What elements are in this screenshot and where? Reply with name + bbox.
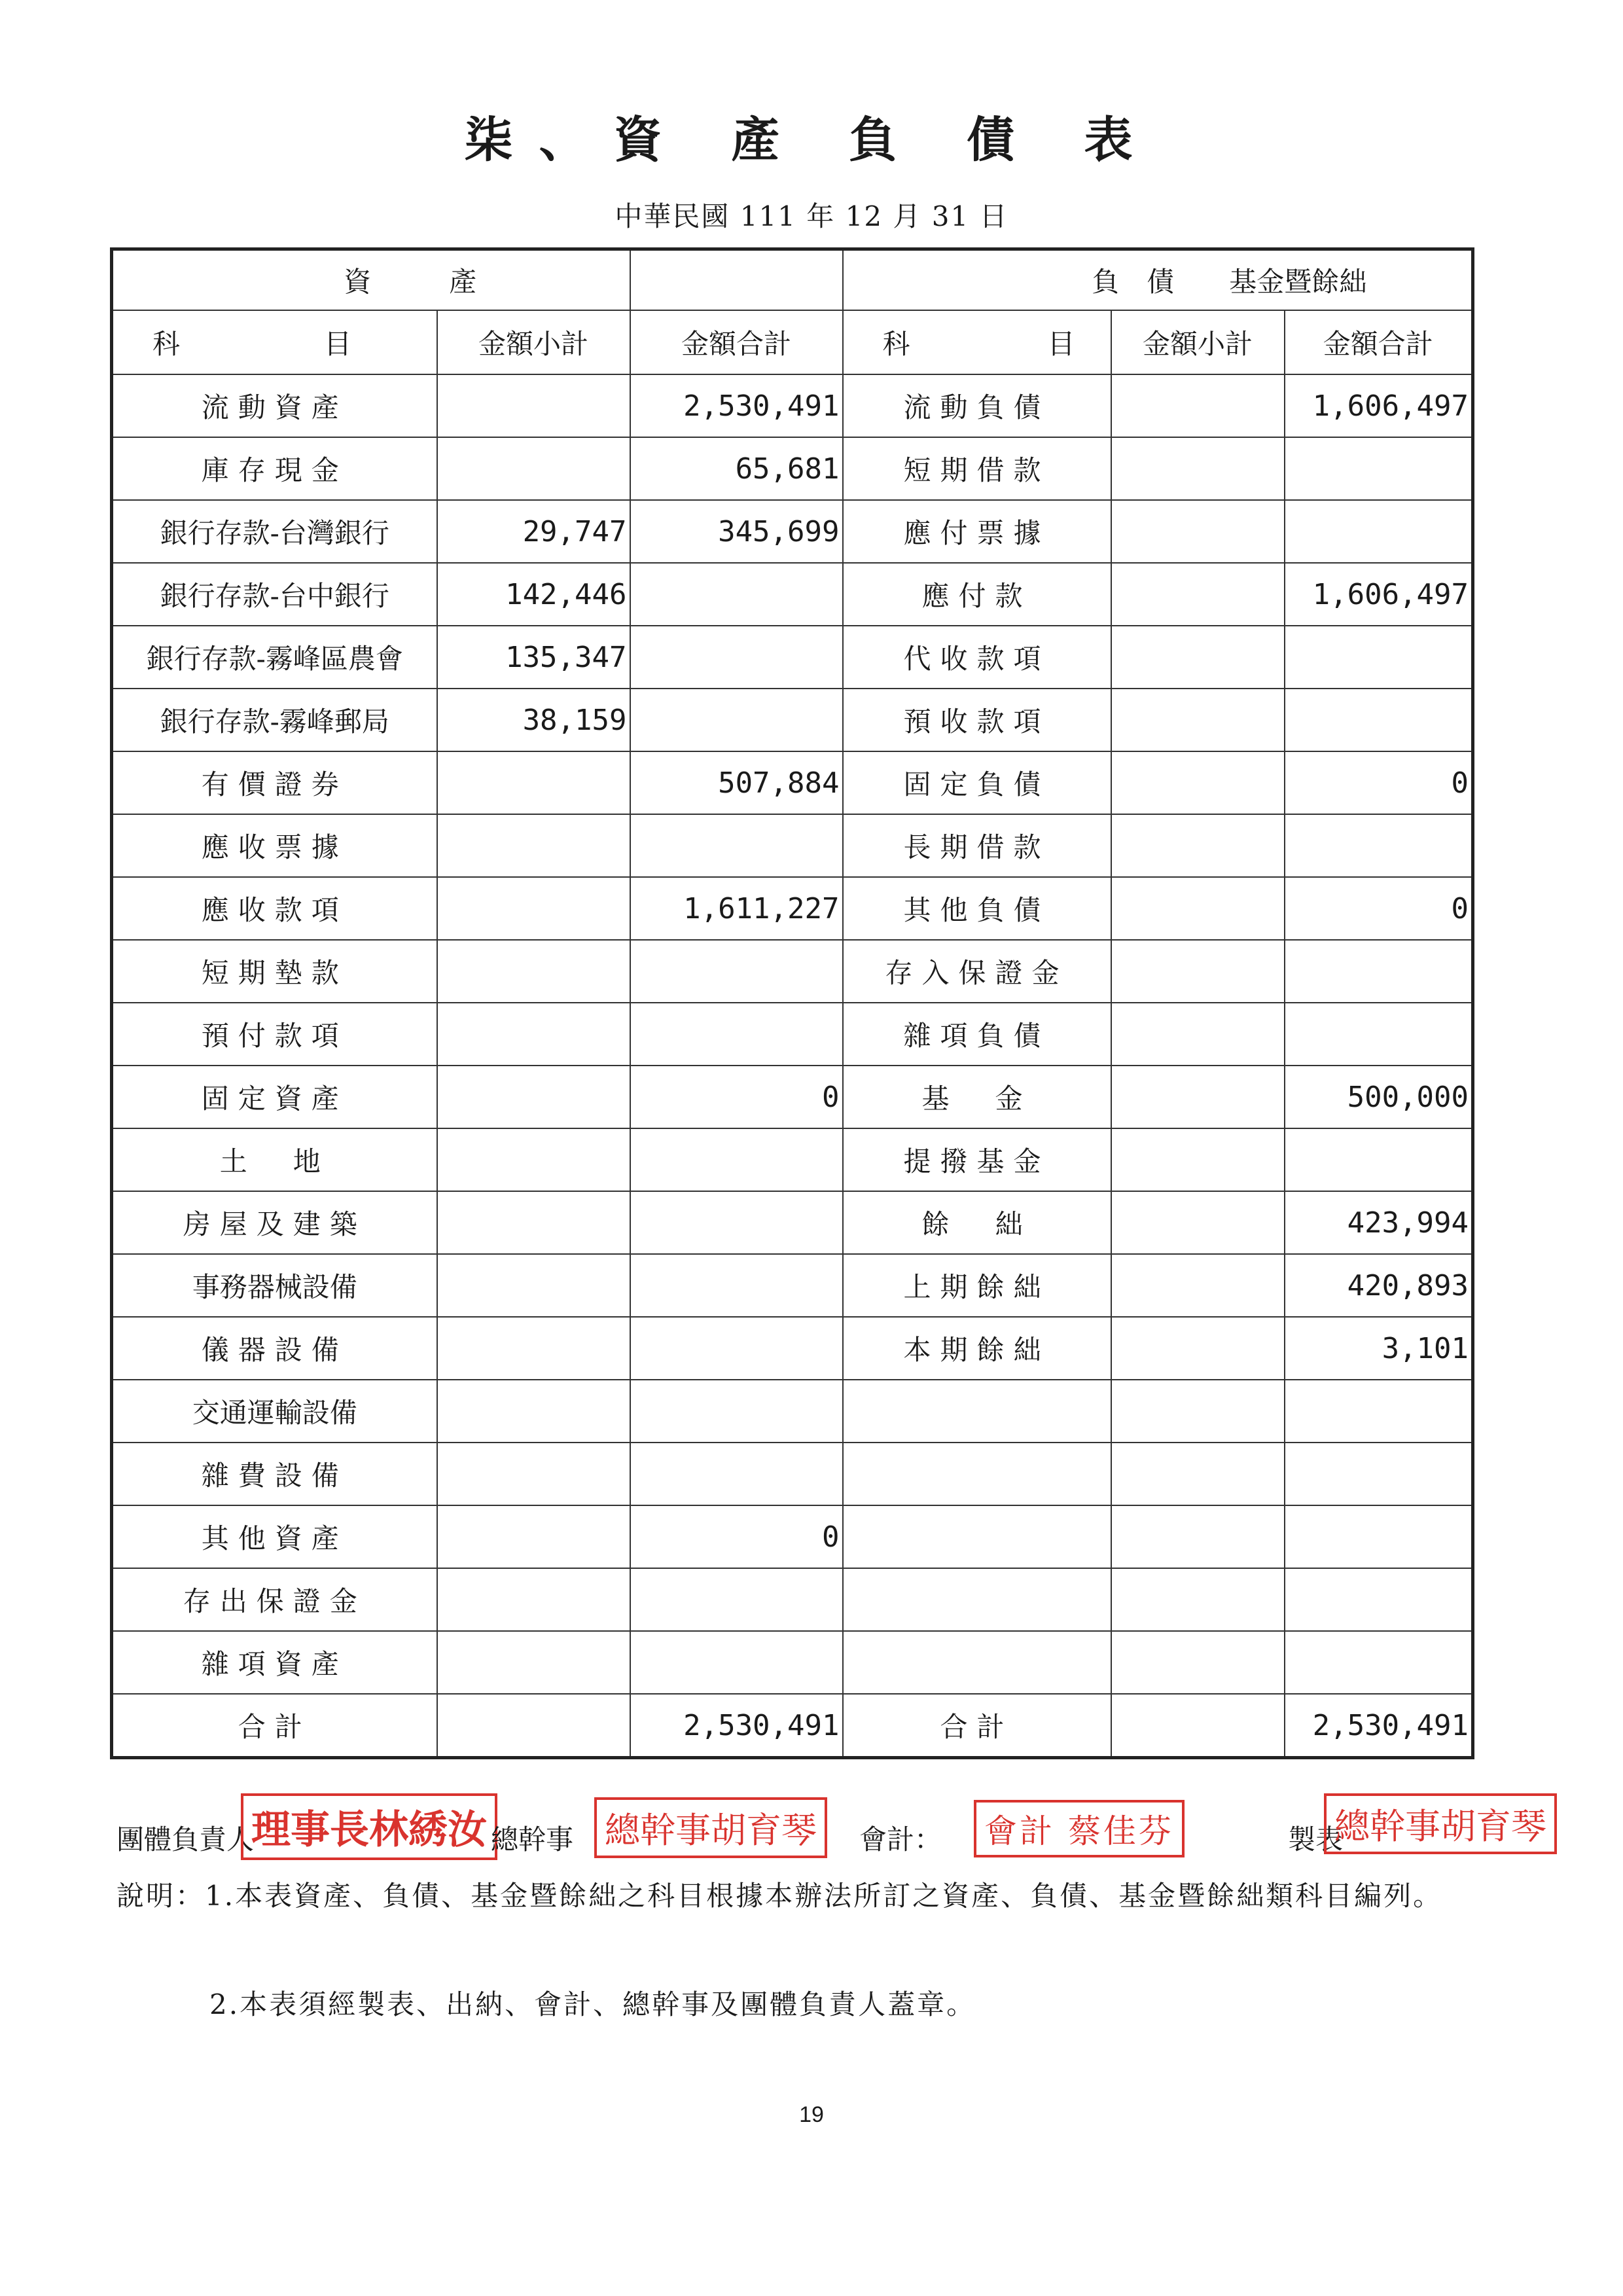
- asset-subtotal-cell: [437, 1066, 630, 1128]
- explanation-note-1: 說明：1.本表資產、負債、基金暨餘絀之科目根據本辦法所訂之資產、負債、基金暨餘絀類科目編列。: [116, 1880, 1443, 1912]
- header-row-columns: [112, 310, 1473, 374]
- explanation-note-2: 2.本表須經製表、出納、會計、總幹事及團體負責人蓋章。: [209, 1988, 976, 2020]
- liability-subject-cell: 應付款: [843, 563, 1111, 626]
- table-row: [112, 1003, 1473, 1066]
- asset-subtotal-cell: [437, 1505, 630, 1568]
- table-row: [112, 1317, 1473, 1380]
- liability-subtotal-cell: [1111, 1443, 1285, 1505]
- header-row-sections: [112, 249, 1473, 311]
- table-row: [112, 1631, 1473, 1694]
- asset-total-cell: [630, 1631, 843, 1694]
- asset-subtotal-cell: [437, 814, 630, 877]
- asset-total-cell: [630, 814, 843, 877]
- liability-subject-cell: 本期餘絀: [843, 1317, 1111, 1380]
- liability-subject-cell: 應付票據: [843, 500, 1111, 563]
- liability-subject-cell: 其他負債: [843, 877, 1111, 940]
- liability-subtotal-cell: [1111, 1317, 1285, 1380]
- asset-total-cell: 2,530,491: [630, 1694, 843, 1758]
- liabilities-section-header: 負 債 基金暨餘絀: [843, 249, 1473, 311]
- liability-subtotal-cell: [1111, 1505, 1285, 1568]
- asset-subject-cell: 交通運輸設備: [112, 1380, 437, 1443]
- asset-subject-cell: 預付款項: [112, 1003, 437, 1066]
- liability-total-cell: 0: [1285, 751, 1473, 814]
- liability-subject-cell: 提撥基金: [843, 1128, 1111, 1191]
- table-row: [112, 1066, 1473, 1128]
- asset-total-cell: [630, 1128, 843, 1191]
- liability-total-cell: [1285, 940, 1473, 1003]
- table-row: [112, 814, 1473, 877]
- balance-sheet-table: [110, 247, 1474, 1759]
- liability-subject-cell: [843, 1568, 1111, 1631]
- asset-total-cell: [630, 1254, 843, 1317]
- liability-total-cell: [1285, 1568, 1473, 1631]
- liability-total-cell: 500,000: [1285, 1066, 1473, 1128]
- liability-subtotal-cell: [1111, 814, 1285, 877]
- table-row: [112, 374, 1473, 437]
- asset-total-cell: [630, 626, 843, 689]
- asset-subject-cell: 銀行存款-霧峰區農會: [112, 626, 437, 689]
- leader-label: 團體負責人: [116, 1823, 255, 1856]
- table-row: [112, 877, 1473, 940]
- liability-subtotal-cell: [1111, 1380, 1285, 1443]
- asset-subtotal-cell: [437, 940, 630, 1003]
- table-row: [112, 1191, 1473, 1254]
- liability-subtotal-cell: [1111, 626, 1285, 689]
- assets-header-char-1: 資: [344, 266, 372, 298]
- subject-header-b: 目: [1047, 328, 1075, 360]
- liability-subtotal-cell: [1111, 437, 1285, 500]
- liability-subtotal-header: 金額小計: [1111, 310, 1285, 374]
- liability-subtotal-cell: [1111, 1631, 1285, 1694]
- asset-total-cell: [630, 1568, 843, 1631]
- leader-stamp: 理事長林綉汝: [241, 1793, 497, 1860]
- liability-subtotal-cell: [1111, 563, 1285, 626]
- asset-subject-cell: 應收款項: [112, 877, 437, 940]
- liability-subject-cell: 餘 絀: [843, 1191, 1111, 1254]
- signature-row: [116, 1793, 1546, 1865]
- table-row: [112, 437, 1473, 500]
- asset-subtotal-cell: 29,747: [437, 500, 630, 563]
- liability-total-cell: [1285, 1128, 1473, 1191]
- maker-stamp: 總幹事胡育琴: [1324, 1793, 1557, 1854]
- liability-subject-cell: [843, 1631, 1111, 1694]
- asset-total-cell: [630, 1191, 843, 1254]
- page-title: 柒、資 產 負 債 表: [464, 112, 1159, 168]
- assets-header-char-2: 產: [449, 266, 477, 298]
- liability-total-cell: [1285, 689, 1473, 751]
- asset-total-cell: 0: [630, 1066, 843, 1128]
- table-row: [112, 689, 1473, 751]
- asset-total-cell: 0: [630, 1505, 843, 1568]
- table-row: [112, 1505, 1473, 1568]
- liability-subtotal-cell: [1111, 1066, 1285, 1128]
- liability-total-cell: 3,101: [1285, 1317, 1473, 1380]
- asset-total-cell: [630, 1317, 843, 1380]
- asset-total-cell: [630, 1443, 843, 1505]
- table-row: [112, 1380, 1473, 1443]
- table-row: [112, 563, 1473, 626]
- liability-subject-cell: 長期借款: [843, 814, 1111, 877]
- subject-header-a: 科: [152, 328, 181, 360]
- asset-subject-cell: 雜項資產: [112, 1631, 437, 1694]
- liability-subtotal-cell: [1111, 877, 1285, 940]
- asset-subtotal-cell: [437, 1317, 630, 1380]
- asset-subject-cell: 短期墊款: [112, 940, 437, 1003]
- asset-subtotal-cell: [437, 437, 630, 500]
- liability-total-header: 金額合計: [1285, 310, 1473, 374]
- asset-subject-cell: 存出保證金: [112, 1568, 437, 1631]
- liability-subject-cell: 存入保證金: [843, 940, 1111, 1003]
- liability-subject-cell: 上期餘絀: [843, 1254, 1111, 1317]
- liability-total-cell: 420,893: [1285, 1254, 1473, 1317]
- asset-subtotal-cell: [437, 1003, 630, 1066]
- asset-subject-cell: 房屋及建築: [112, 1191, 437, 1254]
- asset-subtotal-header: 金額小計: [437, 310, 630, 374]
- asset-subject-cell: 庫存現金: [112, 437, 437, 500]
- liability-total-cell: 423,994: [1285, 1191, 1473, 1254]
- liability-subject-cell: [843, 1380, 1111, 1443]
- maker-label: 製表: [1288, 1823, 1344, 1856]
- asset-subtotal-cell: [437, 751, 630, 814]
- report-date: 中華民國 111 年 12 月 31 日: [615, 200, 1008, 232]
- liability-subject-cell: 固定負債: [843, 751, 1111, 814]
- asset-subject-cell: 儀器設備: [112, 1317, 437, 1380]
- liability-subtotal-cell: [1111, 751, 1285, 814]
- header-blank-cell: [630, 249, 843, 311]
- asset-total-header: 金額合計: [630, 310, 843, 374]
- liability-total-cell: 2,530,491: [1285, 1694, 1473, 1758]
- secretary-general-stamp: 總幹事胡育琴: [594, 1797, 827, 1858]
- asset-subtotal-cell: 142,446: [437, 563, 630, 626]
- page-number: 19: [799, 2102, 824, 2127]
- asset-total-cell: 65,681: [630, 437, 843, 500]
- asset-total-cell: [630, 563, 843, 626]
- asset-subject-cell: 雜費設備: [112, 1443, 437, 1505]
- asset-subtotal-cell: [437, 1568, 630, 1631]
- liability-subject-cell: [843, 1505, 1111, 1568]
- liability-total-cell: [1285, 437, 1473, 500]
- asset-subject-cell: 固定資產: [112, 1066, 437, 1128]
- asset-subject-header: [112, 310, 437, 374]
- liability-total-cell: [1285, 1631, 1473, 1694]
- liability-total-cell: 1,606,497: [1285, 563, 1473, 626]
- asset-total-cell: 1,611,227: [630, 877, 843, 940]
- liability-subject-cell: 雜項負債: [843, 1003, 1111, 1066]
- liability-total-cell: [1285, 626, 1473, 689]
- table-row: [112, 626, 1473, 689]
- asset-subject-cell: 事務器械設備: [112, 1254, 437, 1317]
- liability-subject-header: [843, 310, 1111, 374]
- asset-subject-cell: 有價證券: [112, 751, 437, 814]
- asset-subtotal-cell: [437, 1191, 630, 1254]
- asset-total-cell: 345,699: [630, 500, 843, 563]
- asset-subject-cell: 銀行存款-台灣銀行: [112, 500, 437, 563]
- subject-header-b: 目: [324, 328, 352, 360]
- liability-total-cell: [1285, 814, 1473, 877]
- table-row: [112, 940, 1473, 1003]
- liability-subject-cell: [843, 1443, 1111, 1505]
- asset-subtotal-cell: [437, 1631, 630, 1694]
- asset-subject-cell: 流動資產: [112, 374, 437, 437]
- liability-total-cell: [1285, 1443, 1473, 1505]
- asset-subtotal-cell: 38,159: [437, 689, 630, 751]
- liability-subject-cell: 基 金: [843, 1066, 1111, 1128]
- asset-subtotal-cell: [437, 1694, 630, 1758]
- asset-subtotal-cell: 135,347: [437, 626, 630, 689]
- liability-subtotal-cell: [1111, 940, 1285, 1003]
- asset-subtotal-cell: [437, 374, 630, 437]
- liability-total-cell: [1285, 1505, 1473, 1568]
- liability-subtotal-cell: [1111, 1128, 1285, 1191]
- liability-subtotal-cell: [1111, 1254, 1285, 1317]
- assets-section-header: [112, 249, 630, 311]
- liability-subtotal-cell: [1111, 1694, 1285, 1758]
- liability-subtotal-cell: [1111, 689, 1285, 751]
- liability-subtotal-cell: [1111, 1568, 1285, 1631]
- liability-subtotal-cell: [1111, 500, 1285, 563]
- liability-total-cell: 1,606,497: [1285, 374, 1473, 437]
- asset-subtotal-cell: [437, 1254, 630, 1317]
- liability-subtotal-cell: [1111, 374, 1285, 437]
- table-row: [112, 751, 1473, 814]
- asset-total-cell: [630, 689, 843, 751]
- accountant-label: 會計：: [859, 1823, 942, 1856]
- asset-total-cell: 2,530,491: [630, 374, 843, 437]
- liability-subject-cell: 流動負債: [843, 374, 1111, 437]
- table-row: [112, 1694, 1473, 1758]
- table-row: [112, 1443, 1473, 1505]
- asset-total-cell: [630, 1003, 843, 1066]
- asset-total-cell: 507,884: [630, 751, 843, 814]
- table-row: [112, 1568, 1473, 1631]
- asset-subtotal-cell: [437, 1380, 630, 1443]
- asset-total-cell: [630, 1380, 843, 1443]
- liability-total-cell: [1285, 1003, 1473, 1066]
- liability-subject-cell: 代收款項: [843, 626, 1111, 689]
- asset-subtotal-cell: [437, 1128, 630, 1191]
- secretary-general-label: 總幹事: [491, 1823, 574, 1856]
- asset-subject-cell: 應收票據: [112, 814, 437, 877]
- asset-subject-cell: 其他資產: [112, 1505, 437, 1568]
- asset-subject-cell: 土 地: [112, 1128, 437, 1191]
- liability-subject-cell: 短期借款: [843, 437, 1111, 500]
- liability-subtotal-cell: [1111, 1191, 1285, 1254]
- liability-subject-cell: 預收款項: [843, 689, 1111, 751]
- liability-total-cell: [1285, 1380, 1473, 1443]
- asset-total-cell: [630, 940, 843, 1003]
- table-row: [112, 1254, 1473, 1317]
- asset-subtotal-cell: [437, 877, 630, 940]
- table-row: [112, 1128, 1473, 1191]
- accountant-stamp: 會計 蔡佳芬: [974, 1800, 1185, 1857]
- asset-subject-cell: 合計: [112, 1694, 437, 1758]
- asset-subtotal-cell: [437, 1443, 630, 1505]
- asset-subject-cell: 銀行存款-台中銀行: [112, 563, 437, 626]
- liability-subtotal-cell: [1111, 1003, 1285, 1066]
- liability-subject-cell: 合計: [843, 1694, 1111, 1758]
- liability-total-cell: [1285, 500, 1473, 563]
- table-row: [112, 500, 1473, 563]
- subject-header-a: 科: [882, 328, 910, 360]
- asset-subject-cell: 銀行存款-霧峰郵局: [112, 689, 437, 751]
- liability-total-cell: 0: [1285, 877, 1473, 940]
